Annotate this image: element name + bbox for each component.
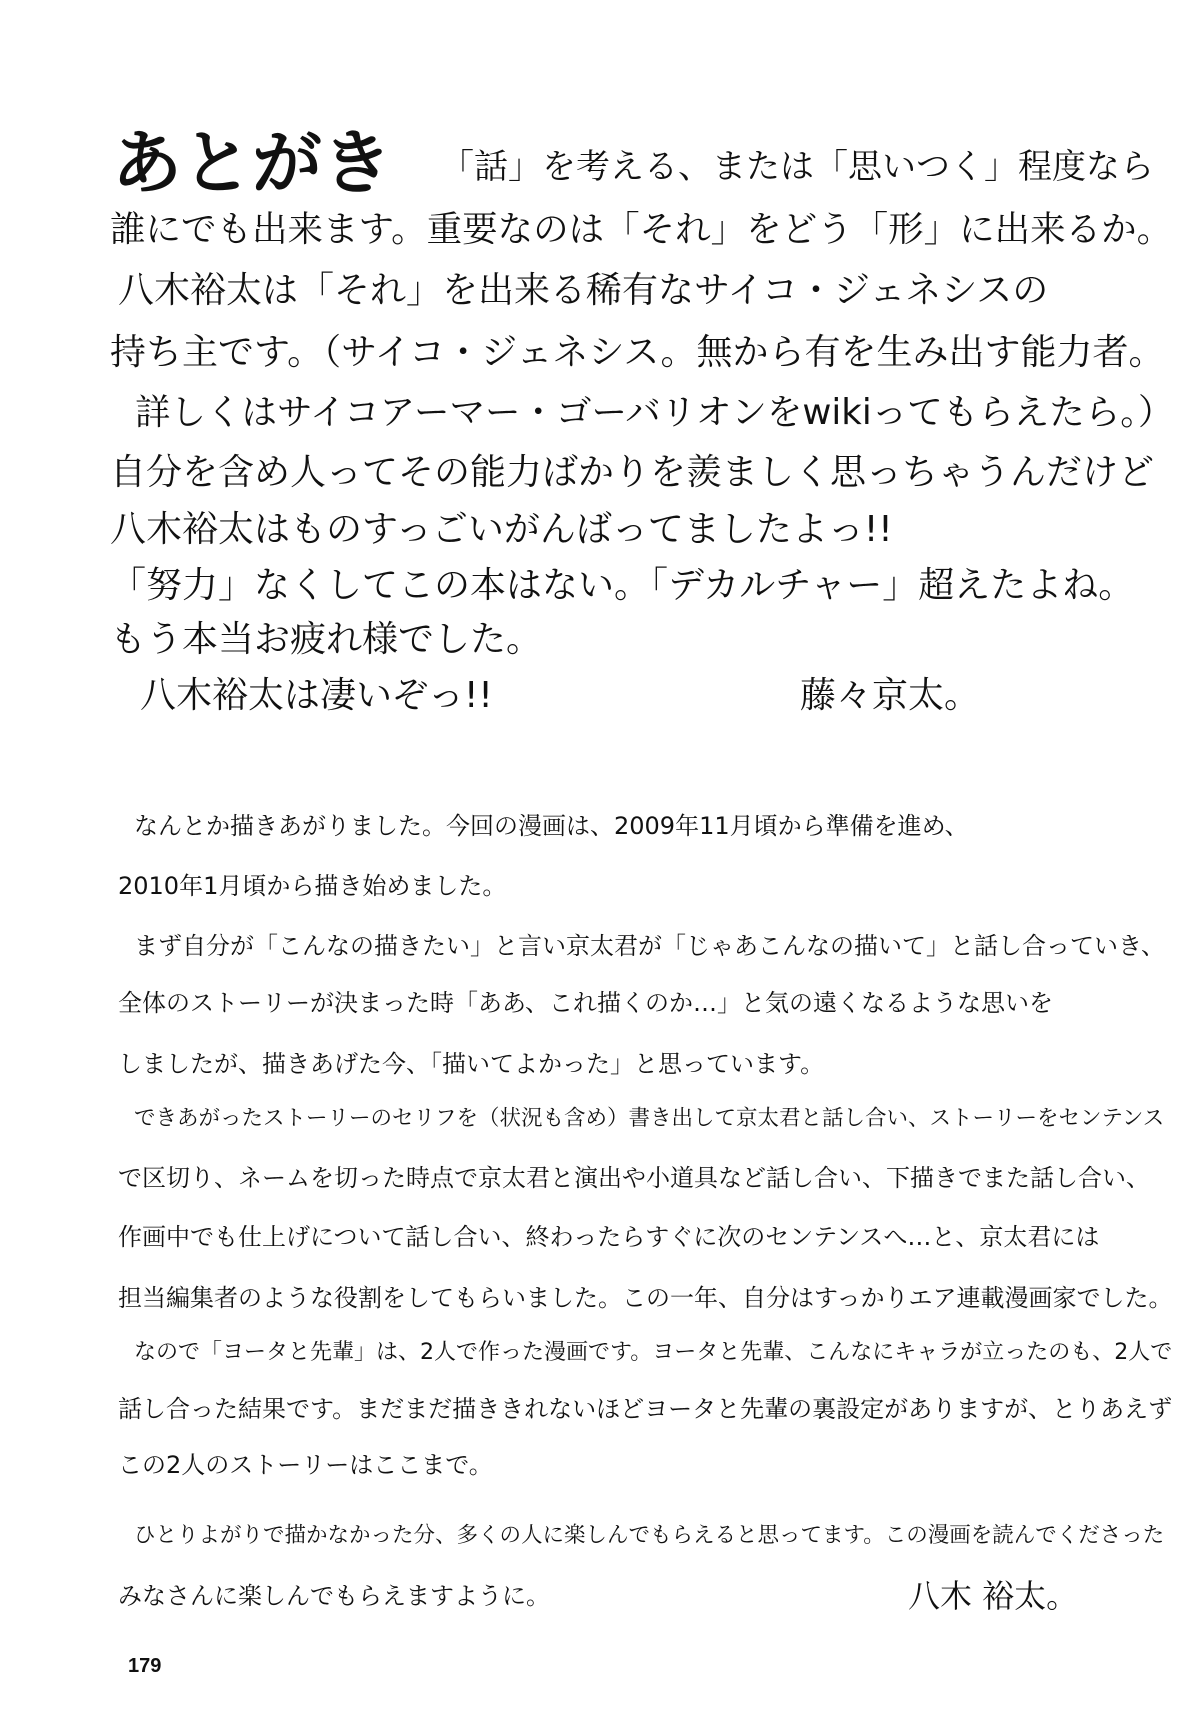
yagi-line: で区切り、ネームを切った時点で京太君と演出や小道具など話し合い、下描きでまた話し合い、 <box>118 1164 1150 1192</box>
yagi-line: なので「ヨータと先輩」は、2人で作った漫画です。ヨータと先輩、こんなにキャラが立ったのも、2人で <box>134 1340 1173 1365</box>
yagi-line: しましたが、描きあげた今、「描いてよかった」と思っています。 <box>118 1050 825 1078</box>
kyota-line: 「努力」なくしてこの本はない。「デカルチャー」超えたよね。 <box>110 565 1135 606</box>
yagi-line: ひとりよがりで描かなかった分、多くの人に楽しんでもらえると思ってます。この漫画を読んでくださった <box>134 1523 1165 1548</box>
page-number: 179 <box>128 1655 162 1677</box>
yagi-line: 作画中でも仕上げについて話し合い、終わったらすぐに次のセンテンスへ…と、京太君には <box>118 1223 1100 1251</box>
yagi-line: 話し合った結果です。まだまだ描ききれないほどヨータと先輩の裏設定がありますが、とりあえず <box>118 1395 1173 1423</box>
kyota-line: 八木裕太は「それ」を出来る稀有なサイコ・ジェネシスの <box>118 270 1049 311</box>
kyota-line: 八木裕太は凄いぞっ!! <box>140 675 493 716</box>
kyota-line: 自分を含め人ってその能力ばかりを羨ましく思っちゃうんだけど <box>110 452 1155 493</box>
yagi-line: 全体のストーリーが決まった時「ああ、これ描くのか…」と気の遠くなるような思いを <box>118 989 1054 1017</box>
kyota-line: 八木裕太はものすっごいがんばってましたよっ!! <box>110 509 893 550</box>
yagi-line: この2人のストーリーはここまで。 <box>118 1451 493 1479</box>
kyota-line: 誰にでも出来ます。重要なのは「それ」をどう「形」に出来るか。 <box>110 209 1173 250</box>
yagi-line: 2010年1月頃から描き始めました。 <box>118 872 507 900</box>
yagi-line: なんとか描きあがりました。今回の漫画は、2009年11月頃から準備を進め、 <box>134 812 969 840</box>
yagi-line: みなさんに楽しんでもらえますように。 <box>118 1582 550 1610</box>
yagi-line: 担当編集者のような役割をしてもらいました。この一年、自分はすっかりエア連載漫画家でした。 <box>118 1284 1173 1312</box>
kyota-line: 持ち主です。（サイコ・ジェネシス。無から有を生み出す能力者。 <box>110 332 1165 373</box>
afterword-title: あとがき <box>112 122 392 204</box>
kyota-line: もう本当お疲れ様でした。 <box>110 619 543 660</box>
kyota-line: 詳しくはサイコアーマー・ゴーバリオンをwikiってもらえたら。） <box>135 392 1174 433</box>
yagi-signature: 八木 裕太。 <box>908 1577 1079 1615</box>
kyota-line: 「話」を考える、または「思いつく」程度なら <box>440 147 1154 187</box>
yagi-line: まず自分が「こんなの描きたい」と言い京太君が「じゃあこんなの描いて」と話し合っていき、 <box>134 932 1166 960</box>
yagi-line: できあがったストーリーのセリフを（状況も含め）書き出して京太君と話し合い、ストーリーをセンテンス <box>134 1106 1165 1131</box>
kyota-signature: 藤々京太。 <box>800 675 981 716</box>
